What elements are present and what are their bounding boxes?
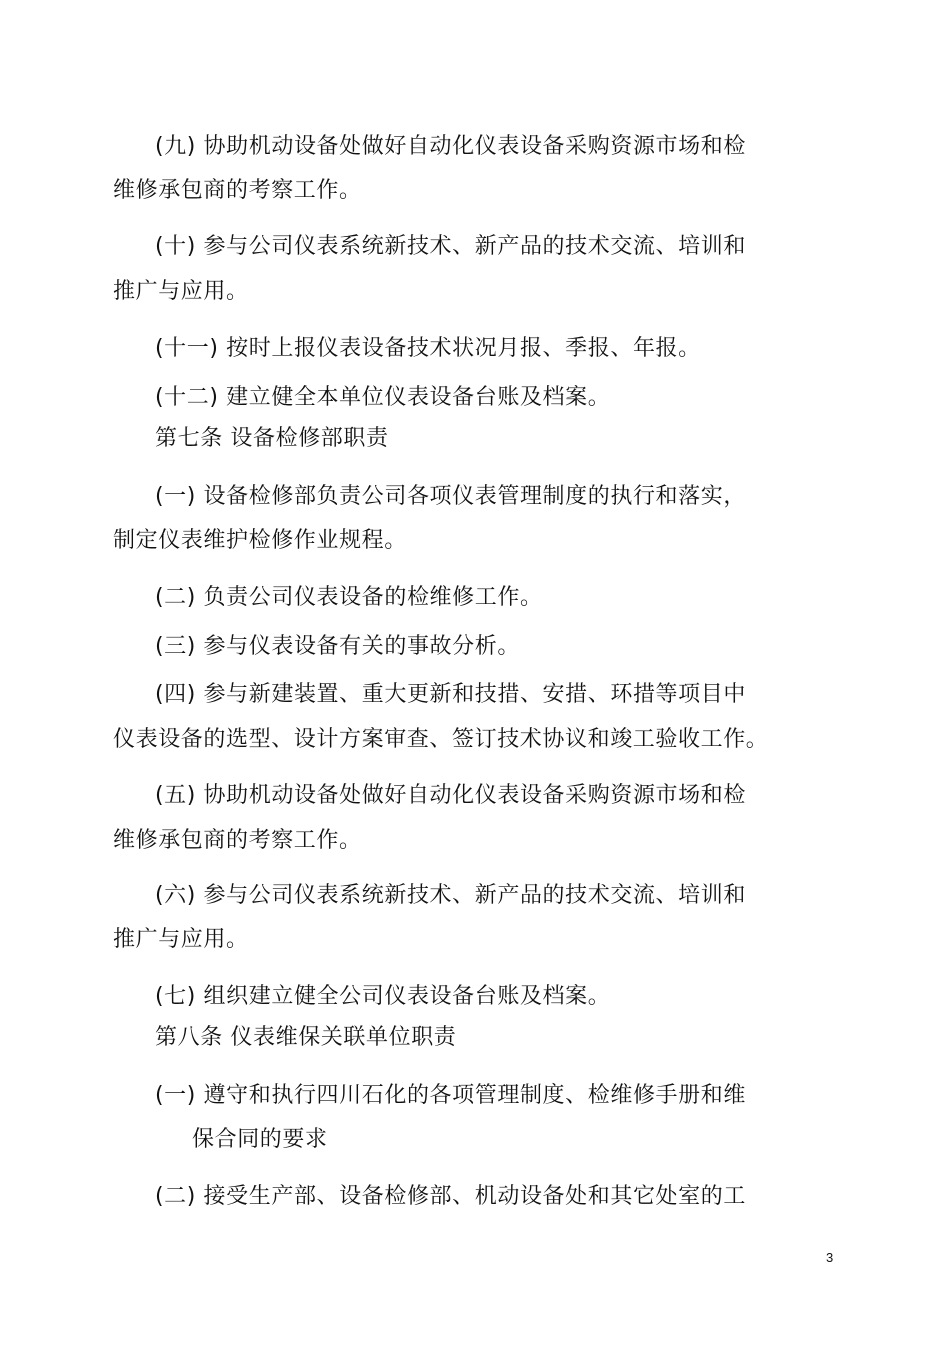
text-line: (三) 参与仪表设备有关的事故分析。 (155, 634, 520, 659)
section-heading: 第八条 仪表维保关联单位职责 (155, 1025, 457, 1050)
text-line: (十一) 按时上报仪表设备技术状况月报、季报、年报。 (155, 336, 701, 361)
text-line: 维修承包商的考察工作。 (113, 828, 362, 853)
text-line: (六) 参与公司仪表系统新技术、新产品的技术交流、培训和 (155, 883, 746, 908)
section-heading: 第七条 设备检修部职责 (155, 426, 389, 451)
text-line: 保合同的要求 (192, 1127, 328, 1152)
text-line: 推广与应用。 (113, 927, 249, 952)
text-line: (四) 参与新建装置、重大更新和技措、安措、环措等项目中 (155, 682, 746, 707)
text-line: (二) 负责公司仪表设备的检维修工作。 (155, 585, 543, 610)
text-line: 仪表设备的选型、设计方案审查、签订技术协议和竣工验收工作。 (113, 727, 769, 752)
text-line: 推广与应用。 (113, 279, 249, 304)
text-line: 维修承包商的考察工作。 (113, 178, 362, 203)
text-line: (十二) 建立健全本单位仪表设备台账及档案。 (155, 385, 611, 410)
text-line: (一) 设备检修部负责公司各项仪表管理制度的执行和落实， (155, 484, 746, 509)
text-line: (七) 组织建立健全公司仪表设备台账及档案。 (155, 984, 611, 1009)
text-line: (九) 协助机动设备处做好自动化仪表设备采购资源市场和检 (155, 134, 746, 159)
text-line: (五) 协助机动设备处做好自动化仪表设备采购资源市场和检 (155, 783, 746, 808)
page-number: 3 (826, 1250, 834, 1265)
text-line: (一) 遵守和执行四川石化的各项管理制度、检维修手册和维 (155, 1083, 746, 1108)
text-line: (二) 接受生产部、设备检修部、机动设备处和其它处室的工 (155, 1184, 746, 1209)
text-line: 制定仪表维护检修作业规程。 (113, 528, 407, 553)
text-line: (十) 参与公司仪表系统新技术、新产品的技术交流、培训和 (155, 234, 746, 259)
